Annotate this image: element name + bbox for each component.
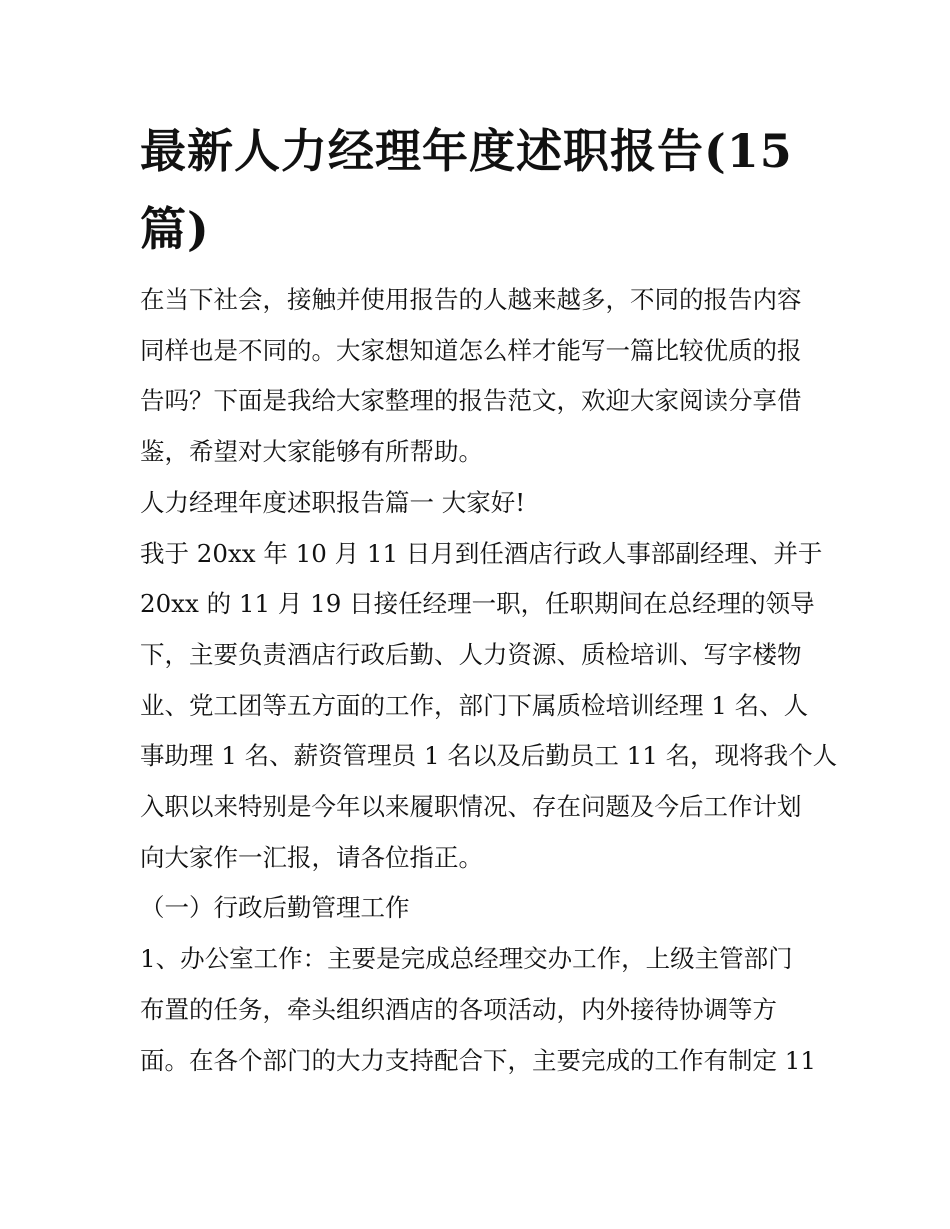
section-heading: 人力经理年度述职报告篇一 大家好!: [140, 487, 526, 517]
body-line: 我于 20xx 年 10 月 11 日月到任酒店行政人事部副经理、并于: [140, 538, 823, 568]
document-body: [140, 275, 838, 1086]
body-line: 入职以来特别是今年以来履职情况、存在问题及今后工作计划: [140, 792, 802, 822]
body-line: 同样也是不同的。大家想知道怎么样才能写一篇比较优质的报: [140, 335, 802, 365]
title-line: 篇): [140, 202, 210, 256]
subsection-heading: （一）行政后勤管理工作: [140, 893, 410, 923]
document-title: [140, 112, 840, 268]
body-line: 事助理 1 名、薪资管理员 1 名以及后勤员工 11 名，现将我个人: [140, 741, 838, 771]
body-line: 布置的任务，牵头组织酒店的各项活动，内外接待协调等方: [140, 994, 777, 1024]
title-line: 最新人力经理年度述职报告(15: [140, 124, 793, 178]
body-line: 告吗？下面是我给大家整理的报告范文，欢迎大家阅读分享借: [140, 386, 802, 416]
body-line: 向大家作一汇报，请各位指正。: [140, 842, 483, 872]
body-line: 20xx 的 11 月 19 日接任经理一职，任职期间在总经理的领导: [140, 589, 815, 619]
body-line: 在当下社会，接触并使用报告的人越来越多，不同的报告内容: [140, 285, 802, 314]
body-line: 鉴，希望对大家能够有所帮助。: [140, 437, 483, 467]
body-line: 下，主要负责酒店行政后勤、人力资源、质检培训、写字楼物: [140, 639, 802, 669]
body-line: 面。在各个部门的大力支持配合下，主要完成的工作有制定 11: [140, 1045, 816, 1075]
body-line: 业、党工团等五方面的工作，部门下属质检培训经理 1 名、人: [140, 690, 809, 720]
body-line: 1、办公室工作：主要是完成总经理交办工作，上级主管部门: [140, 944, 793, 974]
